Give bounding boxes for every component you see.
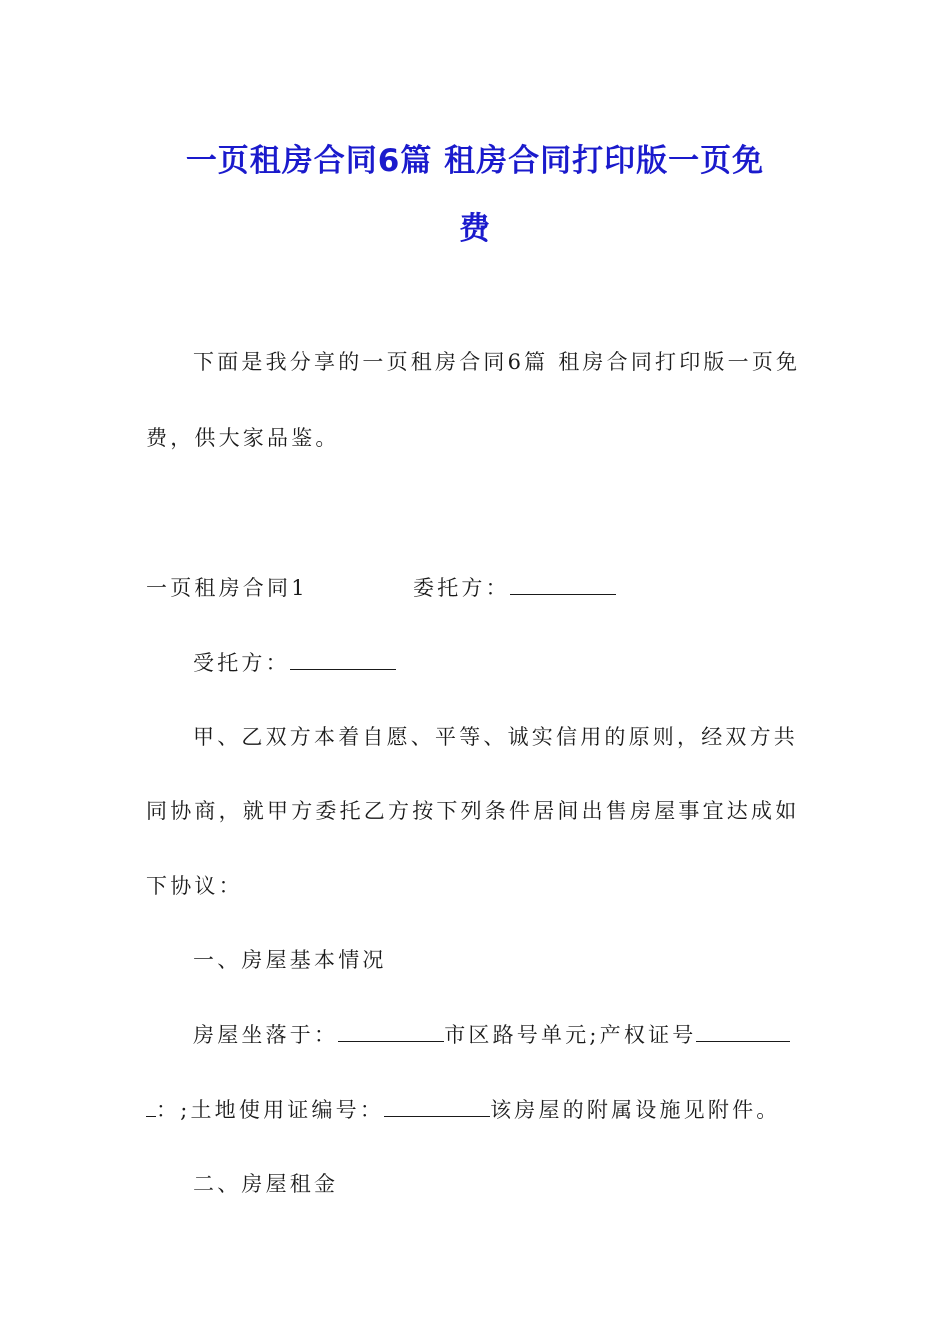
entrustor-line [413,572,616,602]
paragraph-1-line-2: 同协商，就甲方委托乙方按下列条件居间出售房屋事宜达成如 [146,799,800,823]
document-title-line-2: 费 [459,211,491,247]
land-certificate-label: ：;土地使用证编号： [156,1098,385,1122]
paragraph-1-line-1: 甲、乙双方本着自愿、平等、诚实信用的原则，经双方共 [193,725,798,749]
intro-line-2: 费，供大家品鉴。 [146,426,340,450]
location-line [193,1019,790,1049]
location-blank [338,1040,444,1042]
intro-line-1: 下面是我分享的一页租房合同6篇 租房合同打印版一页免 [193,350,801,374]
trustee-blank [290,668,396,670]
entrustor-label: 委托方： [413,576,510,600]
location-mid-text: 市区路号单元;产权证号 [444,1023,697,1047]
paragraph-1-line-3: 下协议： [146,874,243,898]
land-certificate-blank [384,1115,490,1117]
certificate-blank [696,1040,790,1042]
location-label: 房屋坐落于： [193,1023,339,1047]
section-heading-1: 一页租房合同1 [146,576,308,600]
clause-heading-2: 二、房屋租金 [193,1172,339,1196]
certificate-blank-continued [146,1115,156,1117]
trustee-line [193,647,396,677]
trustee-label: 受托方： [193,651,290,675]
clause-heading-1: 一、房屋基本情况 [193,948,387,972]
entrustor-blank [510,593,616,595]
document-title-line-1: 一页租房合同6篇 租房合同打印版一页免 [185,143,765,179]
attachment-note: 该房屋的附属设施见附件。 [490,1098,781,1122]
land-certificate-line [146,1094,780,1124]
